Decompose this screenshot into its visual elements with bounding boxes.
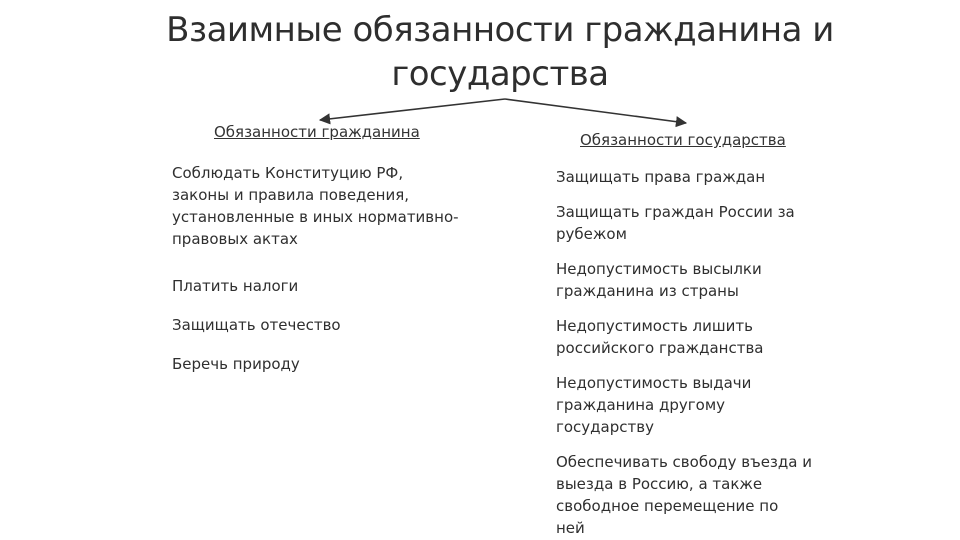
citizen-duty-line: законы и правила поведения, [172, 186, 409, 204]
citizen-duty-item [172, 275, 298, 297]
state-duty-line: государству [556, 418, 654, 436]
state-duty-line: гражданина из страны [556, 282, 739, 300]
state-duty-line: Обеспечивать свободу въезда и [556, 453, 812, 471]
citizen-duty-line: Беречь природу [172, 355, 300, 373]
state-duty-item [556, 201, 795, 245]
state-duties-heading: Обязанности государства [580, 131, 786, 149]
state-duty-line: российского гражданства [556, 339, 764, 357]
page-title-line-2: государства [391, 54, 609, 94]
state-duty-item [556, 315, 764, 359]
state-duty-line: выезда в Россию, а также [556, 475, 763, 493]
citizen-duty-line: Платить налоги [172, 277, 299, 295]
state-duty-line: Защищать граждан России за [556, 203, 795, 221]
state-duty-item [556, 258, 762, 302]
arrow-right [505, 99, 686, 123]
citizen-duty-line: Защищать отечество [172, 316, 341, 334]
citizen-duty-item [172, 353, 300, 375]
citizen-duty-line: установленные в иных нормативно- [172, 208, 459, 226]
state-duty-line: гражданина другому [556, 396, 726, 414]
page-title-line-1: Взаимные обязанности гражданина и [166, 10, 834, 50]
state-duty-item [556, 372, 751, 438]
state-duty-line: Недопустимость лишить [556, 317, 753, 335]
citizen-duties-heading: Обязанности гражданина [214, 123, 420, 141]
citizen-duty-item [172, 162, 459, 250]
state-duty-line: свободное перемещение по [556, 497, 779, 515]
state-duty-line: рубежом [556, 225, 627, 243]
state-duty-item [556, 166, 765, 188]
state-duty-item [556, 451, 812, 539]
citizen-duty-item [172, 314, 341, 336]
citizen-duty-line: Соблюдать Конституцию РФ, [172, 164, 404, 182]
state-duty-line: Недопустимость выдачи [556, 374, 752, 392]
arrow-left [320, 99, 505, 120]
state-duty-line: ней [556, 519, 585, 537]
citizen-duty-line: правовых актах [172, 230, 298, 248]
state-duty-line: Недопустимость высылки [556, 260, 762, 278]
state-duty-line: Защищать права граждан [556, 168, 766, 186]
